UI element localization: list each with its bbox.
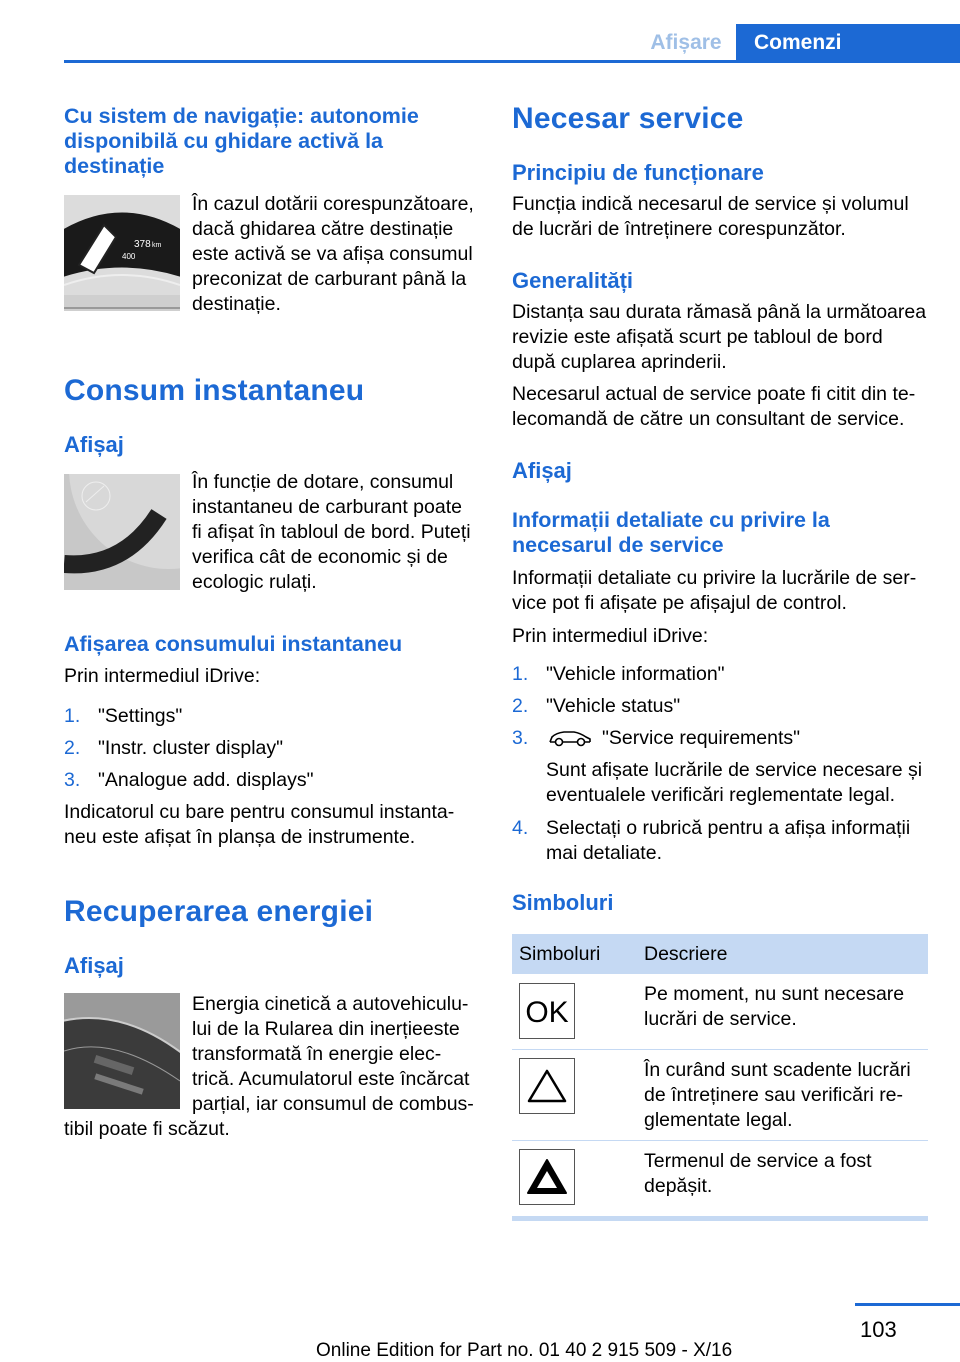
show-via — [64, 664, 260, 689]
show-note-line: neu este afișat în planșa de instrumente. — [64, 826, 416, 848]
table-desc-line: glementate legal. — [644, 1109, 793, 1131]
principle-line: Funcția indică necesarul de service și volumul — [512, 193, 909, 215]
recovery-text — [192, 992, 482, 1117]
table-desc-line: Termenul de service a fost — [644, 1150, 872, 1172]
display-heading — [512, 458, 572, 484]
list-item — [64, 736, 464, 761]
nav-text — [192, 192, 482, 317]
general-text-2 — [512, 382, 932, 432]
nav-text-line: destinație. — [192, 293, 281, 315]
recovery-text-line: trică. Acumulatorul este încărcat — [192, 1068, 470, 1090]
nav-range-image — [64, 195, 180, 311]
symbols-heading-text: Simboluri — [512, 890, 614, 915]
recovery-display-heading-text: Afișaj — [64, 953, 124, 978]
list-text: "Instr. cluster display" — [98, 737, 284, 759]
table-desc-line: În curând sunt scadente lucrări — [644, 1059, 911, 1081]
service-title — [512, 102, 744, 136]
page-number: 103 — [860, 1317, 897, 1342]
list-number: 2. — [64, 737, 81, 759]
table-row-divider — [512, 1140, 928, 1141]
general-line: revizie este afișată scurt pe tabloul de bord — [512, 326, 883, 348]
nav-heading — [64, 104, 464, 179]
recovery-text-line: lui de la Rularea din inerțieeste — [192, 1018, 460, 1040]
ok-icon — [519, 983, 575, 1039]
instant-text-line: fi afișat în tabloul de bord. Puteți — [192, 521, 471, 543]
table-desc-line: lucrări de service. — [644, 1008, 797, 1030]
instant-display-heading — [64, 432, 124, 458]
detail-heading — [512, 508, 932, 558]
list-number: 4. — [512, 817, 529, 839]
instant-text-line: instantaneu de carburant poate — [192, 496, 462, 518]
list-number: 3. — [512, 727, 529, 749]
list-number: 1. — [512, 663, 529, 685]
recovery-text-line: transformată în energie elec‐ — [192, 1043, 442, 1065]
recovery-text-line: tibil poate fi scăzut. — [64, 1118, 230, 1140]
step4-sub-line: mai detaliate. — [546, 842, 662, 864]
general-heading-text: Generalități — [512, 268, 634, 293]
header-tab-controls[interactable]: Comenzi — [736, 24, 960, 62]
table-row-2-desc — [644, 1058, 924, 1133]
footer-edition: Online Edition for Part no. 01 40 2 915 509 - X/16 — [316, 1340, 733, 1361]
nav-image-scale: 400 — [122, 252, 136, 261]
show-via-text: Prin intermediul iDrive: — [64, 665, 261, 687]
ok-icon-text: OK — [525, 996, 569, 1029]
table-desc-line: depășit. — [644, 1175, 713, 1197]
principle-heading-text: Principiu de funcționare — [512, 160, 764, 185]
recovery-text-last — [64, 1117, 230, 1142]
list-item — [64, 768, 464, 793]
list-number: 2. — [512, 695, 529, 717]
nav-image-range: 378 — [134, 239, 151, 250]
symbols-table-header — [512, 934, 928, 974]
table-row-1-desc — [644, 982, 924, 1032]
instant-text-line: ecologic rulați. — [192, 571, 317, 593]
table-bottom-rule — [512, 1216, 928, 1221]
instant-consumption-image — [64, 474, 180, 590]
list-item — [512, 816, 932, 841]
energy-recovery-image — [64, 993, 180, 1109]
list-item — [512, 662, 932, 687]
principle-line: de lucrări de întreținere corespunzător. — [512, 218, 846, 240]
service-title-text: Necesar service — [512, 102, 744, 135]
list-item — [512, 694, 932, 719]
nav-text-line: este activă se va afișa consumul — [192, 243, 473, 265]
detail-via — [512, 624, 708, 649]
detail-heading-line: Informații detaliate cu privire la — [512, 508, 830, 532]
show-heading — [64, 632, 402, 657]
instant-text-line: verifica cât de economic și de — [192, 546, 448, 568]
general-line: Necesarul actual de service poate fi citit din te‐ — [512, 383, 916, 405]
detail-heading-line: necesarul de service — [512, 533, 724, 557]
general-line: după cuplarea aprinderii. — [512, 351, 727, 373]
show-heading-text: Afișarea consumului instantaneu — [64, 632, 403, 656]
step3-subtext — [546, 758, 936, 808]
instant-title-text: Consum instantaneu — [64, 374, 365, 407]
step3-sub-line: eventualele verificări reglementate legal. — [546, 784, 896, 806]
show-note — [64, 800, 484, 850]
list-text: "Settings" — [98, 705, 183, 727]
instant-display-heading-text: Afișaj — [64, 432, 124, 457]
recovery-text-line: Energia cinetică a autovehiculu‐ — [192, 993, 469, 1015]
detail-line: Informații detaliate cu privire la lucrările de ser‐ — [512, 567, 917, 589]
nav-heading-text: Cu sistem de navigație: autonomie disponibilă cu ghidare activă la destinație — [64, 104, 419, 178]
nav-image-unit: km — [152, 242, 162, 249]
nav-text-line: preconizat de carburant până la — [192, 268, 467, 290]
list-text: "Vehicle information" — [546, 663, 725, 685]
header-tab-display[interactable]: Afișare — [650, 31, 722, 54]
general-line: Distanța sau durata rămasă până la următoarea — [512, 301, 927, 323]
list-text: "Analogue add. displays" — [98, 769, 314, 791]
instant-title — [64, 374, 364, 408]
general-text-1 — [512, 300, 932, 375]
instant-text — [192, 470, 482, 595]
table-row-divider — [512, 1049, 928, 1050]
list-item — [512, 726, 932, 751]
recovery-display-heading — [64, 953, 124, 979]
table-col-symbols: Simboluri — [519, 943, 601, 965]
header-rule — [64, 60, 960, 63]
recovery-title-text: Recuperarea energiei — [64, 895, 374, 928]
step3-sub-line: Sunt afișate lucrările de service necesare și — [546, 759, 923, 781]
nav-text-line: În cazul dotării corespunzătoare, — [192, 193, 474, 215]
table-col-description: Descriere — [644, 943, 728, 965]
list-item — [64, 704, 464, 729]
list-text: "Service requirements" — [602, 727, 801, 749]
principle-text — [512, 192, 932, 242]
nav-text-line: dacă ghidarea către destinație — [192, 218, 454, 240]
symbols-heading — [512, 890, 613, 916]
footer-rule — [855, 1303, 960, 1306]
step4-subtext — [546, 841, 662, 866]
warning-triangle-filled-icon — [519, 1149, 575, 1205]
general-line: lecomandă de către un consultant de service. — [512, 408, 905, 430]
instant-text-line: În funcție de dotare, consumul — [192, 471, 454, 493]
general-heading — [512, 268, 633, 294]
detail-via-text: Prin intermediul iDrive: — [512, 625, 709, 647]
display-heading-text: Afișaj — [512, 458, 572, 483]
table-desc-line: de întreținere sau verificări re‐ — [644, 1084, 904, 1106]
principle-heading — [512, 160, 764, 186]
table-desc-line: Pe moment, nu sunt necesare — [644, 983, 905, 1005]
list-number: 1. — [64, 705, 81, 727]
recovery-text-line: parțial, iar consumul de combus‐ — [192, 1093, 474, 1115]
show-note-line: Indicatorul cu bare pentru consumul instanta‐ — [64, 801, 455, 823]
list-number: 3. — [64, 769, 81, 791]
list-text: "Vehicle status" — [546, 695, 681, 717]
warning-triangle-outline-icon — [519, 1058, 575, 1114]
list-text: Selectați o rubrică pentru a afișa informații — [546, 817, 911, 839]
detail-text — [512, 566, 932, 616]
table-row-3-desc — [644, 1149, 924, 1199]
car-icon — [546, 728, 594, 755]
recovery-title — [64, 895, 373, 929]
detail-line: vice pot fi afișate pe afișajul de control. — [512, 592, 847, 614]
